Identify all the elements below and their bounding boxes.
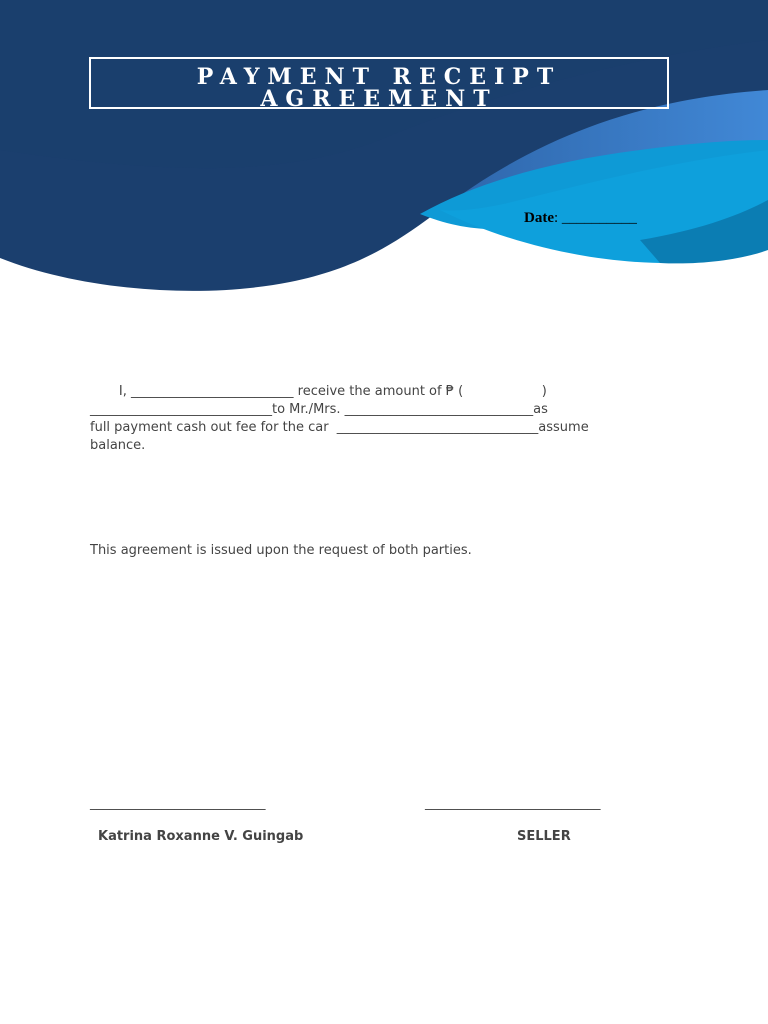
date-blank: __________: [558, 210, 637, 226]
signature-line-left: ___________________________: [90, 796, 266, 811]
buyer-name: Katrina Roxanne V. Guingab: [98, 829, 304, 844]
seller-label: SELLER: [517, 829, 571, 844]
receipt-paragraph: [90, 383, 674, 455]
agreement-statement: This agreement is issued upon the request of both parties.: [90, 543, 472, 558]
title-box: [89, 57, 669, 112]
title-line-2: AGREEMENT: [260, 86, 498, 112]
paragraph-line: balance.: [90, 438, 146, 453]
paragraph-line: full payment cash out fee for the car _______________________________assume: [90, 420, 589, 435]
signature-line-right: ___________________________: [425, 796, 601, 811]
header-banner: [0, 0, 768, 310]
date-colon: :: [554, 210, 559, 226]
paragraph-line: ____________________________to Mr./Mrs. _____________________________as: [90, 402, 548, 417]
date-label: Date: [524, 210, 554, 226]
wave-background: [0, 0, 768, 310]
paragraph-line: I, _________________________ receive the amount of ₱ ( ): [90, 384, 547, 399]
title-line-1: PAYMENT RECEIPT: [196, 64, 562, 90]
date-field: [524, 210, 637, 227]
